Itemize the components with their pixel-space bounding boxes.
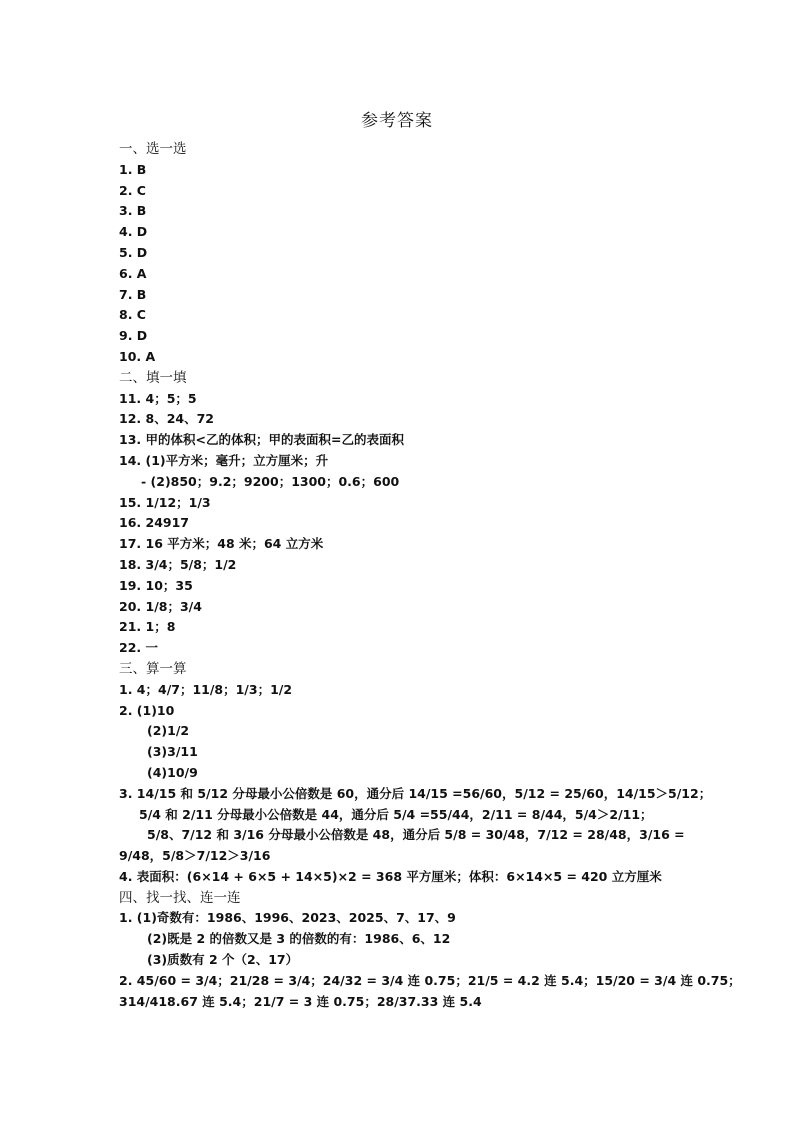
answer-line: 3. B <box>119 203 147 219</box>
answer-line: 9. D <box>119 328 148 344</box>
answer-line: 2. 45/60 = 3/4；21/28 = 3/4；24/32 = 3/4 连 0.75；21/5 = 4.2 连 5.4；15/20 = 3/4 连 0.75； <box>119 972 741 988</box>
answer-line: 18. 3/4；5/8；1/2 <box>119 556 237 572</box>
answer-line: (4)10/9 <box>147 764 198 780</box>
section-heading: 一、选一选 <box>119 141 187 157</box>
answer-line: 22. 一 <box>119 640 158 656</box>
answer-line: 3. 14/15 和 5/12 分母最小公倍数是 60，通分后 14/15 =56/60，5/12 = 25/60，14/15＞5/12； <box>119 785 712 801</box>
answer-line: 15. 1/12；1/3 <box>119 494 211 510</box>
answer-line: 1. B <box>119 161 147 177</box>
page-title: 参考答案 <box>361 111 433 131</box>
answer-line: 13. 甲的体积<乙的体积；甲的表面积=乙的表面积 <box>119 432 404 448</box>
answer-line: 1. (1)奇数有：1986、1996、2023、2025、7、17、9 <box>119 910 456 926</box>
answer-line: - (2)850；9.2；9200；1300；0.6；600 <box>141 473 400 489</box>
section-heading: 四、找一找、连一连 <box>119 889 241 906</box>
answer-line: 17. 16 平方米；48 米；64 立方米 <box>119 536 324 552</box>
answer-line: 4. 表面积：(6×14 + 6×5 + 14×5)×2 = 368 平方厘米；体积：6×14×5 = 420 立方厘米 <box>119 868 662 884</box>
section-heading: 三、算一算 <box>119 660 187 677</box>
answer-line: (3)3/11 <box>147 744 198 760</box>
answer-line: 11. 4；5；5 <box>119 390 197 406</box>
answer-line: 19. 10；35 <box>119 577 193 593</box>
answer-line: 20. 1/8；3/4 <box>119 598 202 614</box>
answer-line: (2)既是 2 的倍数又是 3 的倍数的有：1986、6、12 <box>147 931 451 947</box>
answer-line: 10. A <box>119 348 156 364</box>
answer-line: 2. C <box>119 182 146 198</box>
answer-line: 5/4 和 2/11 分母最小公倍数是 44，通分后 5/4 =55/44，2/11 = 8/44，5/4＞2/11； <box>139 806 653 822</box>
answer-line: 4. D <box>119 224 148 240</box>
answer-list <box>119 139 741 1012</box>
section-heading: 二、填一填 <box>119 369 187 386</box>
answer-line: 12. 8、24、72 <box>119 411 214 427</box>
answer-line: 14. (1)平方米；毫升；立方厘米；升 <box>119 452 329 468</box>
answer-line: (2)1/2 <box>147 723 190 739</box>
answer-line: 8. C <box>119 307 146 323</box>
answer-line: 1. 4；4/7；11/8；1/3；1/2 <box>119 681 293 697</box>
answer-line: 5/8、7/12 和 3/16 分母最小公倍数是 48，通分后 5/8 = 30/48，7/12 = 28/48，3/16 = <box>147 827 685 843</box>
answer-line: 5. D <box>119 244 148 260</box>
answer-line: 314/418.67 连 5.4；21/7 = 3 连 0.75；28/37.33 连 5.4 <box>119 993 482 1009</box>
answer-line: 9/48，5/8＞7/12＞3/16 <box>119 848 271 864</box>
answer-line: 21. 1；8 <box>119 619 176 635</box>
answer-line: 7. B <box>119 286 147 302</box>
answer-line: (3)质数有 2 个（2、17） <box>147 952 299 968</box>
answer-line: 6. A <box>119 265 147 281</box>
answer-line: 2. (1)10 <box>119 702 175 718</box>
answer-line: 16. 24917 <box>119 515 189 531</box>
